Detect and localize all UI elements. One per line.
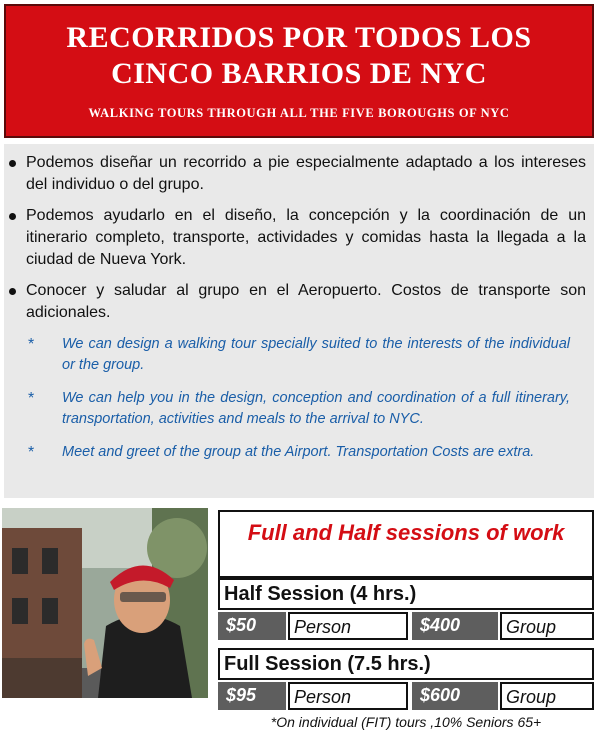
bullet-icon <box>9 288 16 295</box>
half-person-label: Person <box>288 612 408 640</box>
pricing-section <box>218 510 596 740</box>
spanish-services-list <box>4 144 594 324</box>
spanish-item: Podemos ayudarlo en el diseño, la concepción y la coordinación de un itinerario completo, transporte, actividades y comidas hasta la llegada a la ciudad de Nueva York. <box>26 205 586 271</box>
half-session-heading: Half Session (4 hrs.) <box>218 578 594 610</box>
english-item: * We can design a walking tour specially suited to the interests of the individual or the group. <box>28 336 570 373</box>
asterisk-bullet-icon: * <box>28 336 35 353</box>
full-person-price: $95 <box>218 682 286 710</box>
banner-title-line1: RECORRIDOS POR TODOS LOS <box>66 21 532 54</box>
asterisk-bullet-icon: * <box>28 444 35 461</box>
header-banner <box>4 4 594 138</box>
bullet-icon <box>9 213 16 220</box>
tour-guide-photo <box>2 508 208 698</box>
half-session-prices <box>218 612 594 640</box>
full-session-heading: Full Session (7.5 hrs.) <box>218 648 594 680</box>
half-group-price: $400 <box>412 612 498 640</box>
spanish-item: Conocer y saludar al grupo en el Aeropuerto. Costos de transporte son adicionales. <box>26 280 586 324</box>
full-session-prices <box>218 682 594 710</box>
half-person-price: $50 <box>218 612 286 640</box>
guide-photo-illustration <box>2 508 208 698</box>
banner-title-line2: CINCO BARRIOS DE NYC <box>111 57 487 90</box>
english-item: * Meet and greet of the group at the Airport. Transportation Costs are extra. <box>28 444 535 461</box>
full-person-label: Person <box>288 682 408 710</box>
pricing-title: Full and Half sessions of work <box>247 520 565 545</box>
spanish-item: Podemos diseñar un recorrido a pie especialmente adaptado a los intereses del individuo o del grupo. <box>26 152 586 196</box>
banner-subtitle: WALKING TOURS THROUGH ALL THE FIVE BOROUGHS OF NYC <box>88 106 510 120</box>
asterisk-bullet-icon: * <box>28 390 35 407</box>
banner-title <box>6 6 592 92</box>
services-panel <box>4 144 594 498</box>
bullet-icon <box>9 160 16 167</box>
english-services-list <box>4 334 594 463</box>
pricing-title-box <box>218 510 594 578</box>
seniors-discount-note: *On individual (FIT) tours ,10% Seniors 65+ <box>270 714 542 730</box>
full-group-price: $600 <box>412 682 498 710</box>
english-item: * We can help you in the design, conception and coordination of a full itinerary, transportation, activities and meals to the arrival to NYC. <box>28 390 570 427</box>
half-group-label: Group <box>500 612 594 640</box>
full-group-label: Group <box>500 682 594 710</box>
